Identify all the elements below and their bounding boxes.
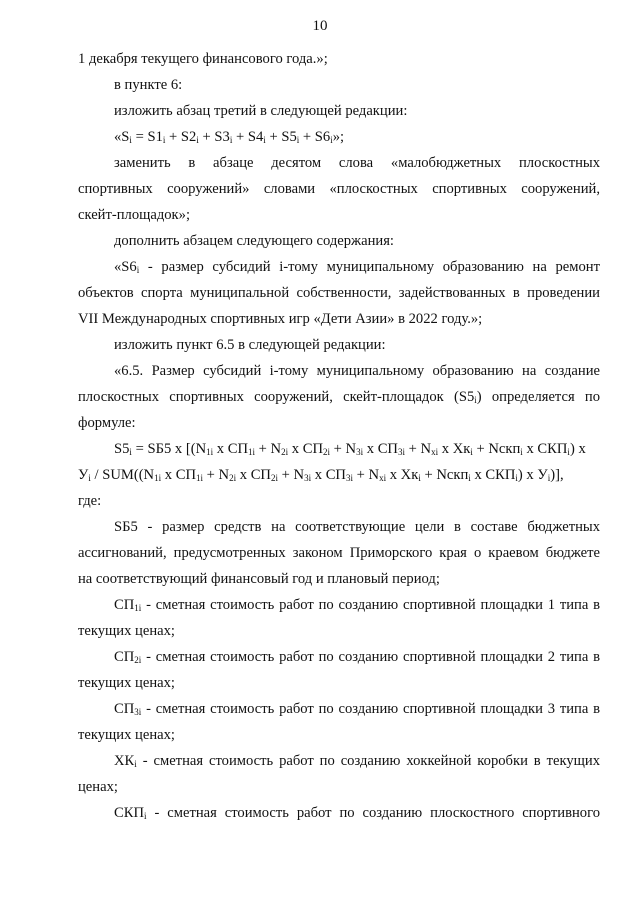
text-line: где: (78, 493, 102, 509)
text-line: «$S_i = S1_i + S2_i + S3_i + S4_i + S5_i + S6_i$»; (114, 129, 345, 145)
text-line: ассигнований, предусмотренных законом Приморского края о краевом бюджете (78, 545, 600, 561)
text-line: объектов спорта муниципальной собственности, задействованных в проведении (78, 285, 600, 301)
document-body (78, 46, 600, 826)
text-line: изложить пункт 6.5 в следующей редакции: (114, 337, 386, 353)
text-line: $ХК_i$ - сметная стоимость работ по созданию хоккейной коробки в текущих (114, 753, 600, 769)
text-line: в пункте 6: (114, 77, 183, 93)
text-line: $S5_i = SБ5$ x [($N_{1i}$ x $СП_{1i} + N_{2i}$ x $СП_{2i} + N_{3i}$ x $СП_{3i} + N_{xi}$ x $Хк_i$ + Nскп$_i$ x $СКП_i$) x (114, 441, 586, 457)
text-line: текущих ценах; (78, 623, 175, 639)
text-line: «$S6_i$ - размер субсидий i-тому муниципальному образованию на ремонт (114, 259, 600, 275)
text-line: ценах; (78, 779, 118, 795)
text-line: текущих ценах; (78, 675, 175, 691)
text-line: «6.5. Размер субсидий i-тому муниципальному образованию на создание (114, 363, 600, 379)
text-line: заменить в абзаце десятом слова «малобюджетных плоскостных (114, 155, 600, 171)
text-line: формуле: (78, 415, 136, 431)
text-line: плоскостных спортивных сооружений, скейт-площадок $(S5_i)$ определяется по (78, 389, 600, 405)
text-line: скейт-площадок»; (78, 207, 190, 223)
text-line: 1 декабря текущего финансового года.»; (78, 51, 328, 67)
text-line: SБ5 - размер средств на соответствующие цели в составе бюджетных (114, 519, 600, 535)
text-line: $У_i / SUM((N_{1i}$ x $СП_{1i} + N_{2i}$ x $СП_{2i} + N_{3i}$ x $СП_{3i} + N_{xi}$ x $Хк_i$ + Nскп$_i$ x $СКП_i$) x $У_i$)], (78, 467, 564, 483)
text-line: на соответствующий финансовый год и плановый период; (78, 571, 440, 587)
text-line: дополнить абзацем следующего содержания: (114, 233, 394, 249)
text-line: текущих ценах; (78, 727, 175, 743)
text-line: $СП_{2i}$ - сметная стоимость работ по созданию спортивной площадки 2 типа в (114, 649, 600, 665)
text-line: изложить абзац третий в следующей редакции: (114, 103, 408, 119)
text-line: $СП_{1i}$ - сметная стоимость работ по созданию спортивной площадки 1 типа в (114, 597, 600, 613)
page-number: 10 (312, 18, 328, 34)
text-line: VII Международных спортивных игр «Дети Азии» в 2022 году.»; (78, 311, 483, 327)
text-line: $СП_{3i}$ - сметная стоимость работ по созданию спортивной площадки 3 типа в (114, 701, 600, 717)
text-line: спортивных сооружений» словами «плоскостных спортивных сооружений, (78, 181, 600, 197)
text-line: $СКП_i$ - сметная стоимость работ по созданию плоскостного спортивного (114, 805, 600, 821)
